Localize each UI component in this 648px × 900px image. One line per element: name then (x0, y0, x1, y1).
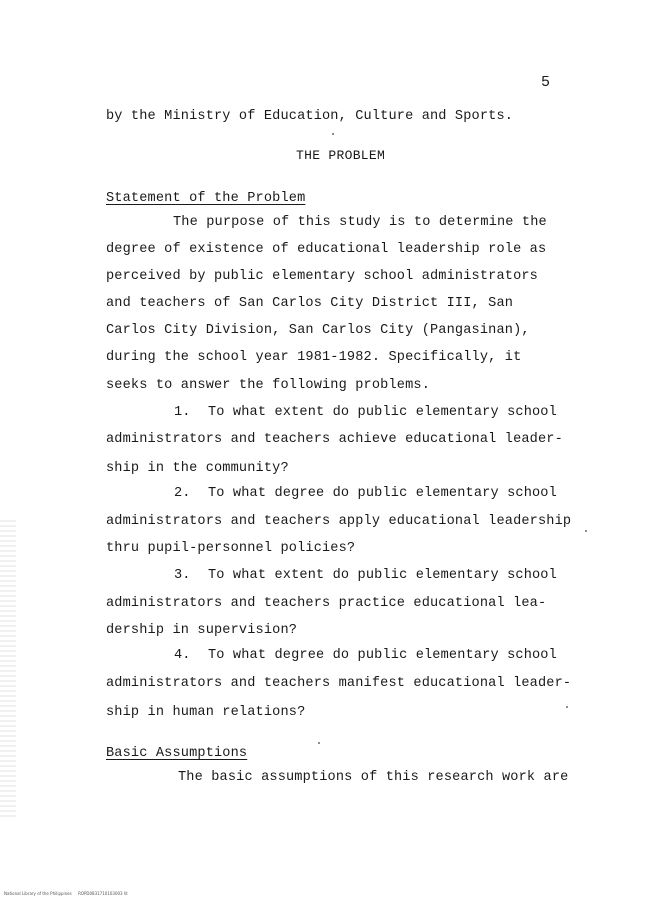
scan-edge-artifact (0, 520, 16, 820)
paragraph-line: degree of existence of educational leadership role as (106, 242, 547, 257)
problem-line: To what extent do public elementary school (208, 568, 557, 583)
scan-speck (318, 742, 320, 744)
problem-line: administrators and teachers apply educational leadership (106, 514, 572, 529)
paragraph-line: The basic assumptions of this research work are (178, 770, 569, 785)
problem-line: thru pupil-personnel policies? (106, 541, 356, 556)
problem-line: ship in the community? (106, 461, 289, 476)
scan-speck (332, 133, 334, 135)
scan-speck (585, 530, 587, 532)
paragraph-line: perceived by public elementary school administrators (106, 269, 538, 284)
statement-heading: Statement of the Problem (106, 191, 306, 206)
paragraph-line: Carlos City Division, San Carlos City (Pangasinan), (106, 323, 530, 338)
footer-library: National Library of the Philippines (4, 891, 72, 896)
problem-line: administrators and teachers practice educational lea- (106, 596, 547, 611)
problem-line: administrators and teachers achieve educational leader- (106, 432, 563, 447)
footer-code: ROPD0831710103003 lit (78, 891, 128, 896)
page-number: 5 (541, 74, 551, 91)
problem-line: administrators and teachers manifest educational leader- (106, 676, 572, 691)
assumptions-heading: Basic Assumptions (106, 746, 248, 761)
paragraph-line: during the school year 1981-1982. Specifically, it (106, 350, 522, 365)
problem-line: ship in human relations? (106, 705, 306, 720)
problem-number: 1. (174, 405, 191, 420)
problem-line: To what extent do public elementary school (208, 405, 557, 420)
problem-number: 2. (174, 486, 191, 501)
problem-line: dership in supervision? (106, 623, 298, 638)
scan-speck (566, 706, 568, 708)
paragraph-line: and teachers of San Carlos City District III, San (106, 296, 514, 311)
problem-number: 4. (174, 648, 191, 663)
opening-line: by the Ministry of Education, Culture and Sports. (106, 109, 514, 124)
problem-line: To what degree do public elementary school (208, 486, 557, 501)
section-heading: THE PROBLEM (296, 148, 386, 163)
problem-number: 3. (174, 568, 191, 583)
problem-line: To what degree do public elementary school (208, 648, 557, 663)
paragraph-line: The purpose of this study is to determine the (173, 215, 547, 230)
paragraph-line: seeks to answer the following problems. (106, 378, 430, 393)
scan-footer (4, 891, 128, 896)
